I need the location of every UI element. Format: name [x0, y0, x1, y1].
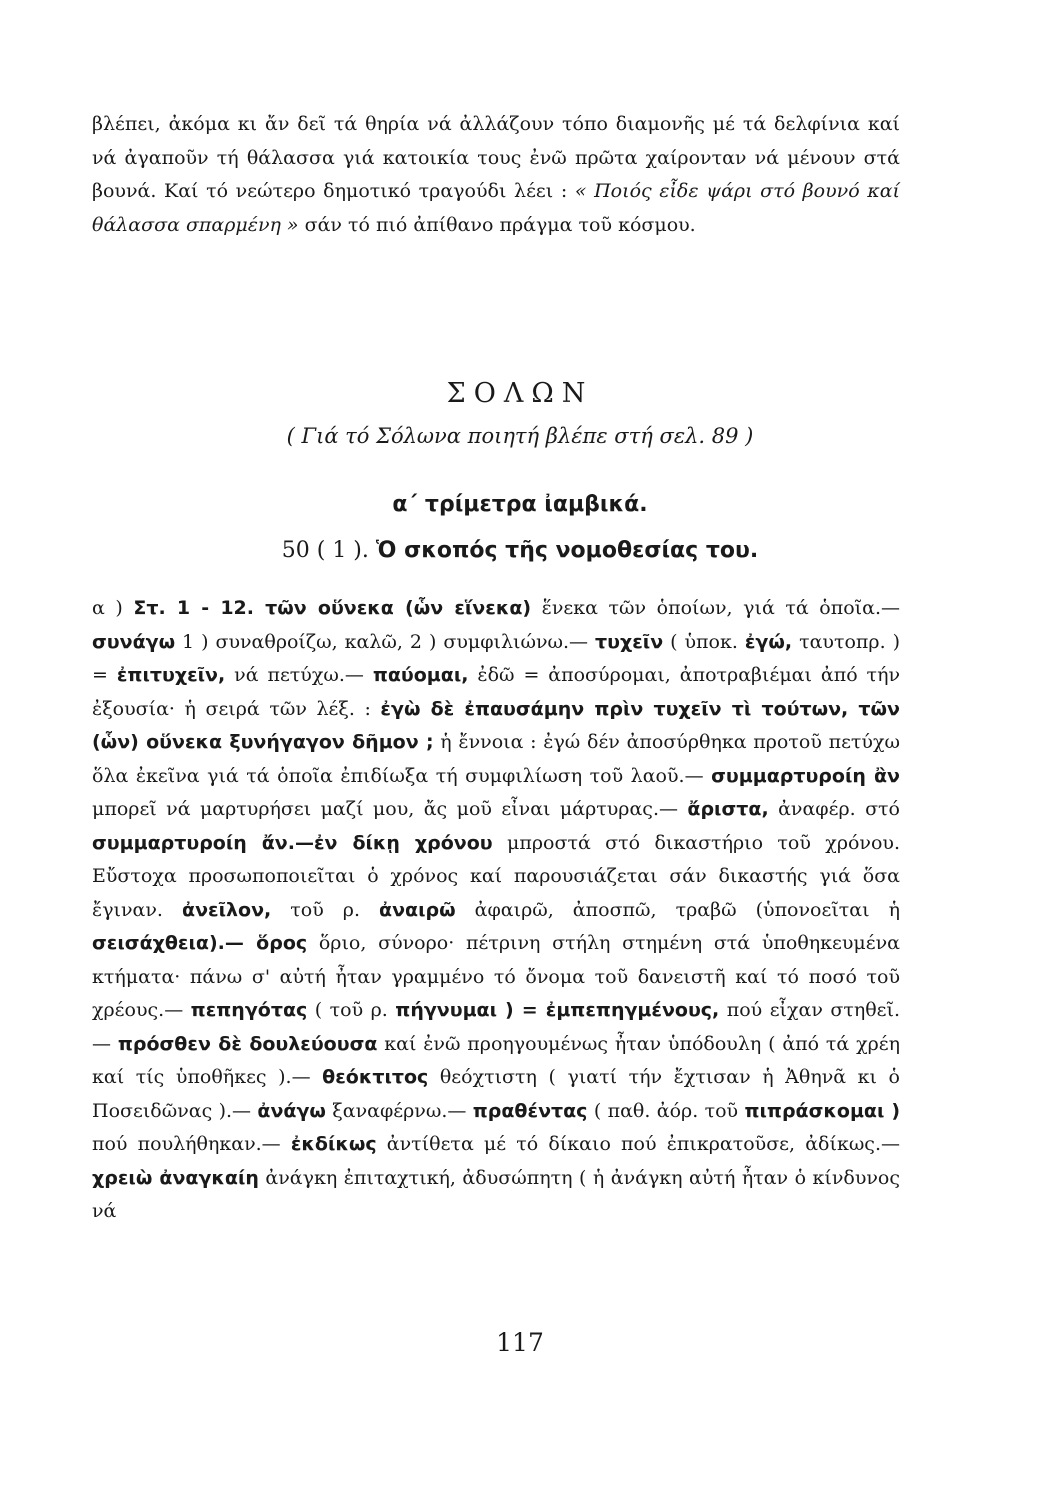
commentary-text: ( ὑποκ.: [663, 630, 745, 653]
commentary-paragraph: [92, 592, 900, 1229]
commentary-term: ἐγώ,: [744, 630, 793, 653]
commentary-term: ἀνεῖλον,: [182, 898, 272, 921]
intro-text-2: σάν τό πιό ἀπίθανο πράγμα τοῦ κόσμου.: [298, 213, 696, 236]
commentary-term: ἐκδίκως: [290, 1133, 377, 1155]
commentary-text: μπροστά στό δικαστήριο τοῦ χρόνου. Εὔστοχα προσωποποιεῖται ὁ χρόνος καί παρουσιάζεται σάν δικαστής γιά ὅσα ἔγιναν.: [92, 831, 901, 921]
commentary-text: α ): [92, 597, 134, 619]
commentary-term: ἀναιρῶ: [379, 898, 456, 921]
commentary-text: ξαναφέρνω.—: [325, 1099, 473, 1122]
commentary-term: παύομαι,: [372, 664, 469, 686]
commentary-text: καί ἐνῶ προηγουμένως ἦταν ὑπόδουλη ( ἀπό τά χρέη καί τίς ὑποθῆκες ).—: [92, 1032, 900, 1088]
commentary-term: ἐπιτυχεῖν,: [116, 664, 226, 686]
section-title: ΣΟΛΩΝ: [446, 378, 594, 409]
commentary-term: ἄριστα,: [687, 798, 769, 820]
commentary-term: τυχεῖν: [595, 630, 664, 653]
commentary-term: ἐγὼ δὲ ἐπαυσάμην πρὶν τυχεῖν τὶ τούτων, τῶν (ὧν) οὕνεκα ξυνήγαγον δῆμον ;: [92, 697, 900, 753]
commentary-text: πού εἶχαν στηθεῖ.—: [92, 999, 900, 1055]
commentary-text: ἐδῶ = ἀποσύρομαι, ἀποτραβιέμαι ἀπό τήν ἐξουσία· ἡ σειρά τῶν λέξ. :: [92, 664, 901, 720]
commentary-term: πιπράσκομαι ): [744, 1099, 901, 1122]
commentary-text: ἀφαιρῶ, ἀποσπῶ, τραβῶ (ὑπονοεῖται ἡ: [455, 898, 900, 921]
poem-number: 50 ( 1 ).: [281, 538, 369, 563]
commentary-text: ὅριο, σύνορο· πέτρινη στήλη στημένη στά ὑποθηκευμένα κτήματα· πάνω σ' αὐτή ἦταν γραμμένο τό ὄνομα τοῦ δανειστῆ καί τό ποσό τοῦ χρέους.—: [92, 932, 900, 1021]
poem-heading: [0, 538, 1040, 563]
commentary-text: τοῦ ρ.: [271, 898, 380, 921]
commentary-term: πήγνυμαι ) = ἐμπεπηγμένους,: [395, 999, 720, 1021]
commentary-text: ταυτοπρ. ) =: [92, 630, 900, 686]
commentary-text: ( τοῦ ρ.: [307, 999, 396, 1021]
folk-song-quote: « Ποιός εἶδε ψάρι στό βουνό καί θάλασσα σπαρμένη »: [92, 180, 901, 236]
section-subtitle: ( Γιά τό Σόλωνα ποιητή βλέπε στή σελ. 89 ): [286, 424, 754, 448]
meter-heading: α΄ τρίμετρα ἰαμβικά.: [392, 492, 648, 517]
commentary-text: νά πετύχω.—: [225, 664, 373, 686]
commentary-text: ( παθ. ἀόρ. τοῦ: [587, 1099, 745, 1122]
commentary-term: συμμαρτυροίη ἂν: [711, 764, 900, 787]
page-number: 117: [496, 1328, 544, 1357]
commentary-term: συμμαρτυροίη ἄν.—ἐν δίκῃ χρόνου: [92, 831, 493, 854]
commentary-text: ἡ ἔννοια : ἐγώ δέν ἀποσύρθηκα προτοῦ πετύχω ὅλα ἐκεῖνα γιά τά ὁποῖα ἐπιδίωξα τή συμφιλίωση τοῦ λαοῦ.—: [92, 731, 900, 787]
commentary-term: συνάγω: [92, 630, 176, 653]
commentary-term: πρόσθεν δὲ δουλεύουσα: [117, 1032, 378, 1055]
commentary-text: ἕνεκα τῶν ὁποίων, γιά τά ὁποῖα.—: [531, 597, 900, 619]
commentary-text: θεόχτιστη ( γιατί τήν ἔχτισαν ἡ Ἀθηνᾶ κι ὁ Ποσειδῶνας ).—: [92, 1066, 900, 1122]
commentary-text: ἀνάγκη ἐπιταχτική, ἀδυσώπητη ( ἡ ἀνάγκη αὐτή ἦταν ὁ κίνδυνος νά: [92, 1166, 900, 1222]
commentary-term: ἀνάγω: [257, 1099, 326, 1122]
commentary-text: ἀναφέρ. στό: [768, 798, 900, 820]
intro-paragraph: [92, 108, 900, 242]
commentary-text: πού πουλήθηκαν.—: [92, 1133, 291, 1155]
commentary-term: χρειὼ ἀναγκαίη: [92, 1166, 259, 1189]
commentary-term: θεόκτιτος: [322, 1066, 429, 1088]
commentary-text: 1 ) συναθροίζω, καλῶ, 2 ) συμφιλιώνω.—: [175, 630, 596, 653]
commentary-term: πεπηγότας: [190, 999, 308, 1021]
poem-title: Ὁ σκοπός τῆς νομοθεσίας του.: [375, 538, 759, 563]
commentary-term: Στ. 1 - 12. τῶν οὕνεκα (ὧν εἵνεκα): [133, 597, 532, 619]
commentary-text: ἀντίθετα μέ τό δίκαιο πού ἐπικρατοῦσε, ἀδίκως.—: [376, 1133, 900, 1155]
commentary-term: σεισάχθεια).— ὅρος: [92, 932, 308, 954]
intro-text-1: βλέπει, ἀκόμα κι ἄν δεῖ τά θηρία νά ἀλλάζουν τόπο διαμονῆς μέ τά δελφίνια καί νά ἀγαποῦν τή θάλασσα γιά κατοικία τους ἐνῶ πρῶτα χαίρονταν νά μένουν στά βουνά. Καί τό νεώτερο δημοτικό τραγούδι λέει :: [92, 113, 900, 202]
commentary-text: μπορεῖ νά μαρτυρήσει μαζί μου, ἄς μοῦ εἶναι μάρτυρας.—: [92, 798, 688, 820]
commentary-term: πραθέντας: [472, 1099, 588, 1122]
